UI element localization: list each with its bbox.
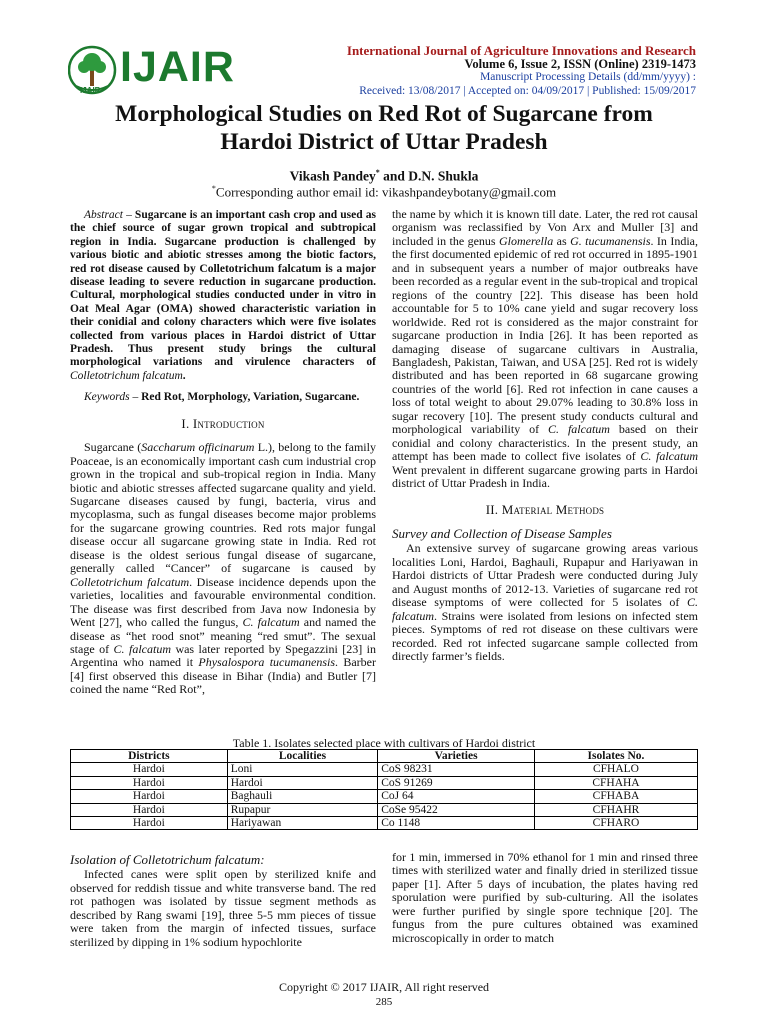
table-header-cell: Districts — [71, 750, 228, 763]
species-name: Physalospora tucumanensis — [198, 655, 336, 670]
text: L.), belong to the family Poaceae, is an economically important cash cum industrial crop grown in the tropical and sub-tropical region in India. Many biotic and abiotic stresses affected sugarcane quality and yield. Sugarcane diseases caused by fungi, bacteria, virus and mycoplasma, such as fungal diseases become major problems for the sugarcane growing countries. Red rots major fungal disease occur all sugarcane growing state in India. Red rot disease is the oldest serious fungal disease of sugarcane, generally called “Cancer” of sugarcane is caused by — [70, 440, 376, 576]
table-header-row — [71, 750, 698, 763]
keywords-text: Red Rot, Morphology, Variation, Sugarcane. — [138, 391, 360, 404]
survey-paragraph — [392, 542, 698, 663]
text: An extensive survey of sugarcane growing areas various localities Loni, Hardoi, Baghauli, Rupapur and Hariyawan in Hardoi districts of Uttar Pradesh were conducted during July and August months of 2012-13. Varieties of sugarcane red rot disease symptoms of were collected for 5 isolates of — [392, 541, 698, 610]
species-name: Colletotrichum falcatum — [70, 574, 190, 589]
species-name: C. falcatum — [392, 595, 698, 623]
subsection-heading: Survey and Collection of Disease Samples — [392, 525, 612, 541]
table-row — [71, 817, 698, 830]
species-name: G. tucumanensis — [570, 233, 651, 248]
text: . In India, the first documented epidemic of red rot occurred in 1895-1901 and in subsequent years a number of major outbreaks have been recorded as a regular event in the sub-tropical and tropical regions of the country [22]. This disease has been hold accountable for 5 to 10% cane yield and sugar recovery loss worldwide. Red rot is considered as the major constraint for sugarcane production in India [26]. It has been reported as damaging disease of sugarcane cultivars in Australia, Bangladesh, Pakistan, Taiwan, and USA [25]. Red rot is widely distributed and has been reported in 68 sugarcane growing countries of the world [6]. Red rot infection in cane causes a loss of total weight to about 29.07% leading to 30.8% loss in sugar recovery [10]. The present study conducts cultural and morphological variability of — [392, 233, 698, 437]
author-marker: * — [375, 168, 380, 177]
logo-caption: IJAIR — [80, 86, 101, 95]
text: . Strains were isolated from lesions on infected stem pieces. Symptoms of red rot disease on these cultivars were recorded. Red rot infected sugarcane sample collected from directly farmer’s fields. — [392, 608, 698, 664]
text: and named the disease as “het rood snot” meaning “red smut”. The sexual stage of — [70, 615, 377, 656]
text: based on their conidial and colony characteristics. In the present study, an attempt has been made to collect five isolates of — [392, 422, 698, 464]
journal-name: International Journal of Agriculture Innovations and Research — [346, 43, 696, 58]
page-number: 285 — [375, 996, 393, 1008]
author-name: and D.N. Shukla — [379, 168, 479, 184]
journal-logo — [68, 42, 243, 98]
species-name: C. falcatum — [548, 422, 610, 437]
text: Isolation of — [70, 852, 133, 867]
text: Went prevalent in different sugarcane growing parts in Hardoi district of Uttar Pradesh in India. — [392, 462, 698, 491]
table-cell: CFHAHA — [534, 776, 697, 789]
abstract — [70, 209, 376, 383]
intro-paragraph — [70, 441, 376, 697]
table-cell: CFHAHR — [534, 803, 697, 816]
table-header-cell: Isolates No. — [534, 750, 697, 763]
species-name: Glomerella — [499, 233, 554, 248]
table-row — [71, 803, 698, 816]
manuscript-dates: Received: 13/08/2017 | Accepted on: 04/09/2017 | Published: 15/09/2017 — [359, 84, 696, 97]
logo-wordmark: IJAIR — [120, 43, 235, 91]
paper-title — [30, 100, 738, 156]
text: the name by which it is known till date. Later, the red rot causal organism was reclassified by Von Arx and Muller [3] and included in the genus — [392, 207, 698, 248]
isolation-left — [70, 853, 376, 949]
text: . Disease incidence depends upon the varieties, localities and favourable environmental condition. The disease was first described from Java now Indonesia by Went [27], who called the fungus, — [70, 574, 376, 630]
table-row — [71, 790, 698, 803]
isolates-table — [70, 749, 698, 830]
corr-marker: * — [211, 184, 216, 193]
isolation-right — [392, 851, 698, 945]
species-name: C. falcatum — [113, 641, 171, 656]
section-heading: II. Material Methods — [485, 501, 605, 517]
table-cell: CoJ 64 — [378, 790, 535, 803]
title-line: Hardoi District of Uttar Pradesh — [220, 129, 548, 155]
table-cell: CoS 91269 — [378, 776, 535, 789]
table-cell: Rupapur — [227, 803, 377, 816]
title-line: Morphological Studies on Red Rot of Sugarcane from — [115, 101, 653, 127]
table-cell: Co 1148 — [378, 817, 535, 830]
table-cell: CFHARO — [534, 817, 697, 830]
table-cell: Hardoi — [71, 803, 228, 816]
copyright: Copyright © 2017 IJAIR, All right reserved — [278, 980, 490, 994]
table-header-cell: Localities — [227, 750, 377, 763]
species-name: Saccharum officinarum — [141, 440, 255, 455]
table-cell: CoS 98231 — [378, 763, 535, 776]
keywords-label: Keywords – — [84, 391, 139, 404]
manuscript-details: Manuscript Processing Details (dd/mm/yyyy) : — [480, 71, 696, 83]
table-caption: Table 1. Isolates selected place with cultivars of Hardoi district — [232, 736, 536, 750]
species-name: Colletotrichum falcatum: — [132, 852, 265, 867]
table-header-cell: Varieties — [378, 750, 535, 763]
corr-email: Corresponding author email id: vikashpandeybotany@gmail.com — [215, 184, 557, 200]
table-cell: Loni — [227, 763, 377, 776]
table-cell: Hardoi — [71, 763, 228, 776]
journal-header — [347, 44, 696, 98]
keywords — [70, 391, 376, 404]
species-name: Colletotrichum falcatum — [70, 369, 183, 382]
text: . Barber [4] first observed this disease in Bihar (India) and Butler [7] coined the name “Red Rot”, — [70, 655, 376, 697]
journal-volume: Volume 6, Issue 2, ISSN (Online) 2319-1473 — [464, 56, 696, 71]
table-cell: CFHALO — [534, 763, 697, 776]
corresponding-author — [0, 181, 768, 199]
text: was later reported by Spegazzini [23] in Argentina who named it — [70, 641, 377, 670]
subsection-heading — [70, 853, 376, 866]
isolation-paragraph: Infected canes were split open by sterilized knife and observed for reddish tissue and white transverse band. The red rot pathogen was isolated by tissue segment methods as described by Rang swami [19], three 5-5 mm pieces of tissue were taken from the margin of infected tissues, surface sterilized by dipping in 1% sodium hypochlorite — [70, 867, 376, 949]
abstract-end: . — [182, 369, 186, 382]
abstract-label: Abstract – — [84, 209, 132, 221]
isolation-paragraph-continued: for 1 min, immersed in 70% ethanol for 1 min and rinsed three times with sterilized water and finally dried in sterilized tissue paper [1]. After 5 days of incubation, the plates having red sporulation were purified by sub-culturing. All the isolates were further purified by single spore technique [20]. The fungus from the pure cultures obtained was examined microscopically in order to match — [392, 850, 698, 945]
section-heading: I. Introduction — [181, 415, 265, 431]
table-cell: Baghauli — [227, 790, 377, 803]
right-column — [392, 208, 698, 664]
species-name: C. falcatum — [640, 449, 698, 464]
table-cell: Hardoi — [71, 776, 228, 789]
abstract-text: Sugarcane is an important cash crop and used as the chief source of sugar grown tropical and subtropical region in India. Sugarcane production is challenged by various biotic and abiotic stresses among the biotic factors, red rot disease caused by Colletotrichum falcatum is a major disease leading to severe reduction in sugarcane production. Cultural, morphological studies conducted under in vitro in Oat Meal Agar (OMA) showed characteristic variation in their conidial and colony characters which were five isolates collected from various places in Hardoi district of Uttar Pradesh. Thus present study brings the cultural morphological variations and virulence characters of — [70, 209, 376, 369]
species-name: C. falcatum — [242, 615, 300, 630]
table-cell: Hariyawan — [227, 817, 377, 830]
table-cell: Hardoi — [71, 817, 228, 830]
table-row — [71, 763, 698, 776]
table-cell: CFHABA — [534, 790, 697, 803]
text: Sugarcane ( — [84, 440, 142, 455]
left-column — [70, 209, 376, 697]
table-cell: Hardoi — [71, 790, 228, 803]
author-name: Vikash Pandey — [289, 168, 376, 184]
table-row — [71, 776, 698, 789]
table-cell: CoSe 95422 — [378, 803, 535, 816]
intro-continued — [392, 208, 698, 491]
text: as — [553, 233, 571, 248]
table-cell: Hardoi — [227, 776, 377, 789]
